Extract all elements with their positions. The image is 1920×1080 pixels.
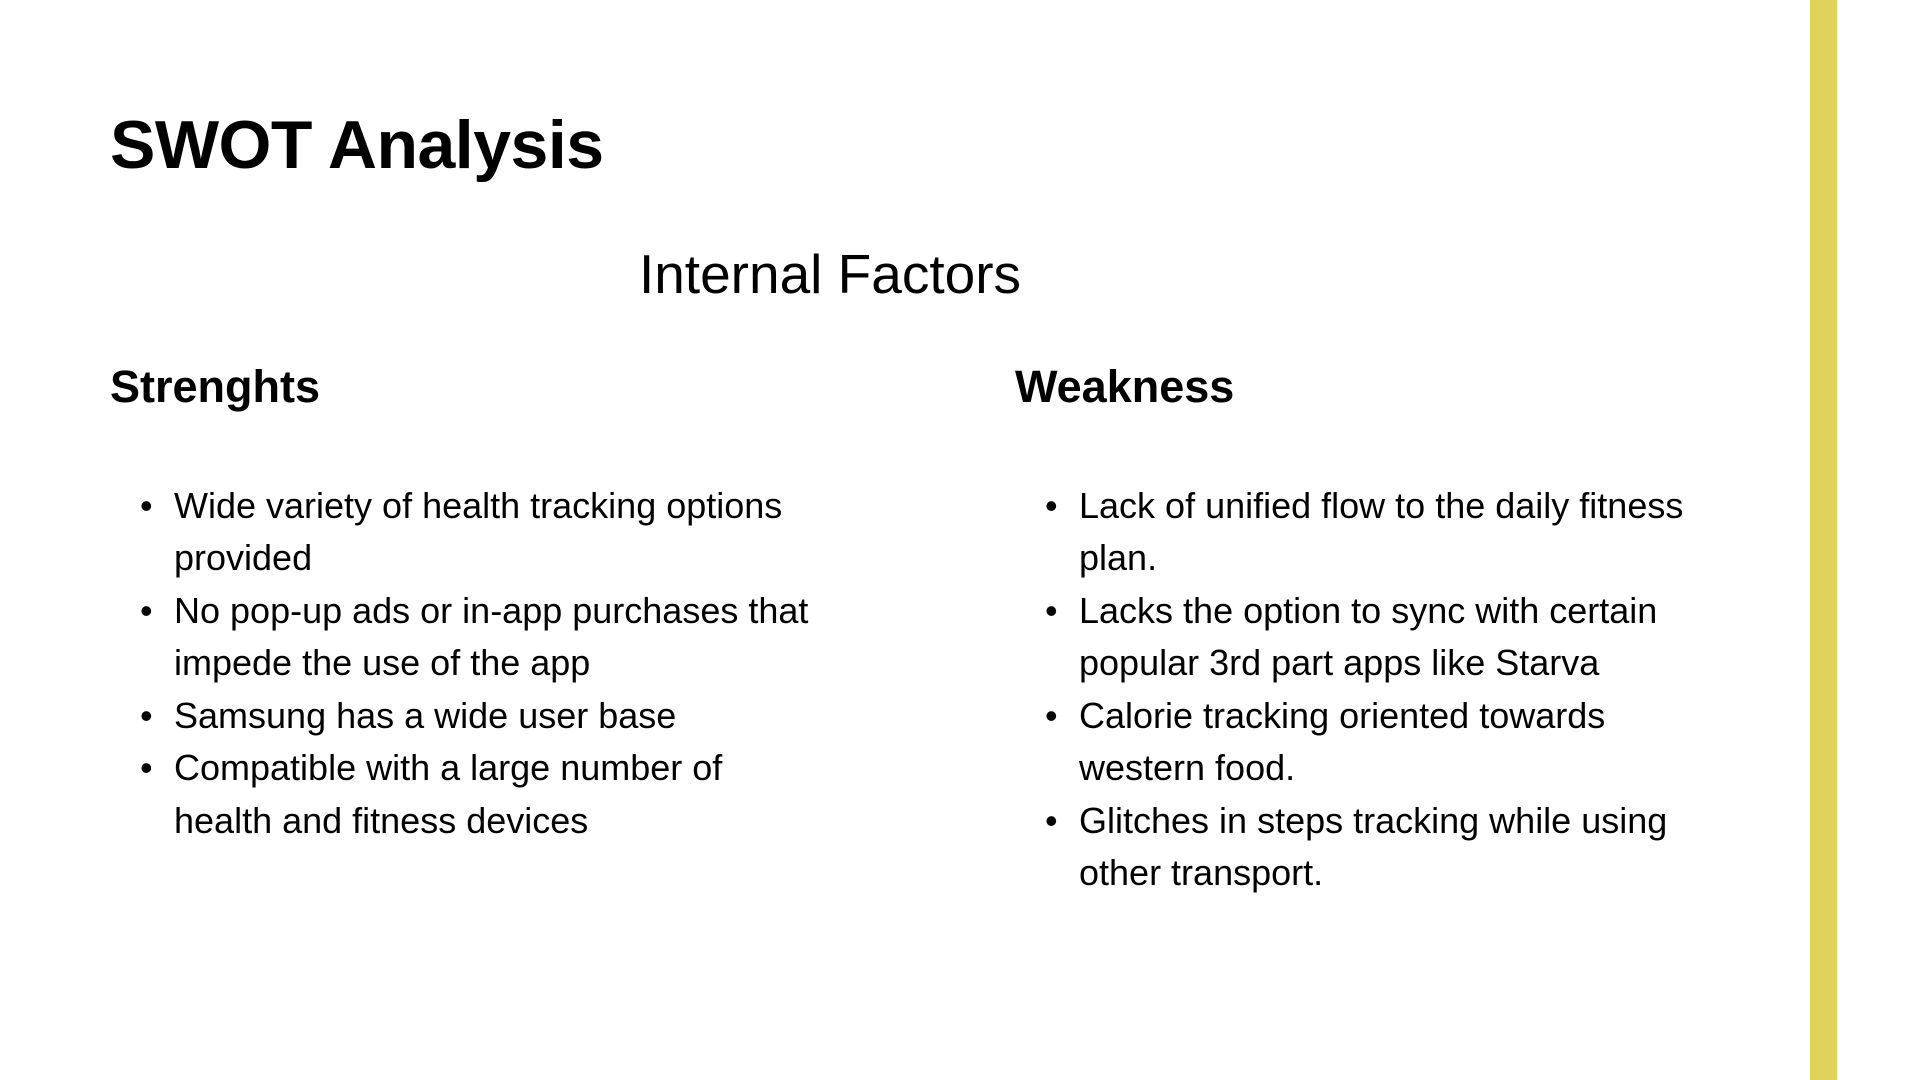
strengths-heading: Strenghts [110, 361, 321, 412]
bullet-icon: • [1045, 484, 1058, 526]
strengths-item-text: Wide variety of health tracking options provided [174, 484, 783, 578]
accent-bar [1810, 0, 1837, 1080]
weakness-item-text: Lacks the option to sync with certain popular 3rd part apps like Starva [1079, 589, 1658, 683]
slide-title: SWOT Analysis [110, 107, 604, 183]
bullet-icon: • [140, 694, 153, 736]
bullet-icon: • [140, 589, 153, 631]
strengths-item [140, 480, 830, 585]
bullet-icon: • [1045, 694, 1058, 736]
bullet-icon: • [140, 747, 153, 788]
strengths-item [140, 585, 830, 690]
strengths-item-text: Compatible with a large number of health and fitness devices [174, 747, 723, 841]
strengths-item-text: No pop-up ads or in-app purchases that impede the use of the app [174, 589, 809, 683]
weakness-list [1015, 480, 1735, 900]
bullet-icon: • [140, 484, 153, 526]
strengths-list [110, 480, 830, 848]
bullet-icon: • [1045, 799, 1058, 841]
weakness-item-text: Lack of unified flow to the daily fitness plan. [1079, 484, 1684, 578]
weakness-item [1045, 690, 1735, 795]
weakness-item-text: Calorie tracking oriented towards western food. [1079, 694, 1606, 788]
weakness-item [1045, 480, 1735, 585]
weakness-column [1015, 362, 1735, 900]
weakness-item-text: Glitches in steps tracking while using other transport. [1079, 799, 1668, 893]
strengths-item [140, 742, 830, 847]
weakness-item [1045, 795, 1735, 900]
weakness-heading: Weakness [1015, 361, 1235, 412]
bullet-icon: • [1045, 589, 1058, 631]
strengths-item [140, 690, 830, 743]
section-subtitle: Internal Factors [638, 243, 1022, 305]
strengths-column [110, 362, 830, 847]
weakness-item [1045, 585, 1735, 690]
strengths-item-text: Samsung has a wide user base [174, 694, 677, 736]
